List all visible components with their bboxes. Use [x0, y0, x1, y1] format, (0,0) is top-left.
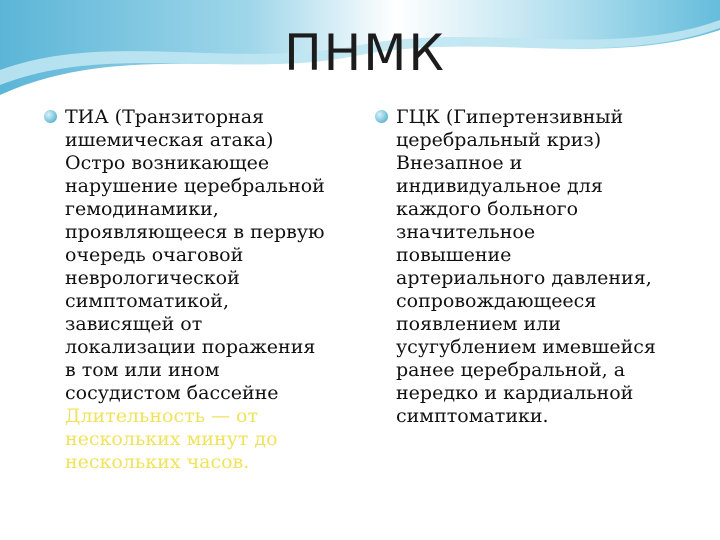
left-line: локализации поражения	[65, 336, 316, 358]
duration-highlight-line: нескольких минут до	[65, 428, 278, 450]
right-line: нередко и кардиальной	[396, 382, 634, 404]
left-line: неврологической	[65, 267, 240, 289]
right-line: ГЦК (Гипертензивный	[396, 106, 624, 128]
left-line: в том или ином	[65, 359, 220, 381]
right-line: артериального давления,	[396, 267, 652, 289]
left-line: сосудистом бассейне	[65, 382, 279, 404]
slide-title: ПНМК	[284, 24, 446, 82]
left-line: симптоматикой,	[65, 290, 229, 312]
right-line: симптоматики.	[396, 405, 549, 427]
left-line: нарушение церебральной	[65, 175, 325, 197]
right-bullet-text	[396, 106, 656, 428]
left-line: ишемическая атака)	[65, 129, 274, 151]
left-line: проявляющееся в первую	[65, 221, 325, 243]
right-line: каждого больного	[396, 198, 579, 220]
left-line: очередь очаговой	[65, 244, 244, 266]
left-column	[44, 106, 356, 474]
duration-highlight-line: нескольких часов.	[65, 451, 250, 473]
left-bullet-text	[65, 106, 325, 474]
bullet-dot-icon	[44, 110, 57, 123]
left-line: Остро возникающее	[65, 152, 270, 174]
right-line: индивидуальное для	[396, 175, 603, 197]
right-line: церебральный криз)	[396, 129, 602, 151]
left-line: гемодинамики,	[65, 198, 219, 220]
right-line: повышение	[396, 244, 512, 266]
right-line: значительное	[396, 221, 536, 243]
left-bullet-item	[44, 106, 356, 474]
right-bullet-item	[375, 106, 695, 428]
right-column	[375, 106, 695, 428]
right-line: ранее церебральной, а	[396, 359, 626, 381]
left-line: ТИА (Транзиторная	[65, 106, 265, 128]
right-line: Внезапное и	[396, 152, 523, 174]
left-line: зависящей от	[65, 313, 203, 335]
right-line: сопровождающееся	[396, 290, 597, 312]
duration-highlight-line: Длительность — от	[65, 405, 258, 427]
right-line: появлением или	[396, 313, 561, 335]
bullet-dot-icon	[375, 110, 388, 123]
right-line: усугублением имевшейся	[396, 336, 656, 358]
